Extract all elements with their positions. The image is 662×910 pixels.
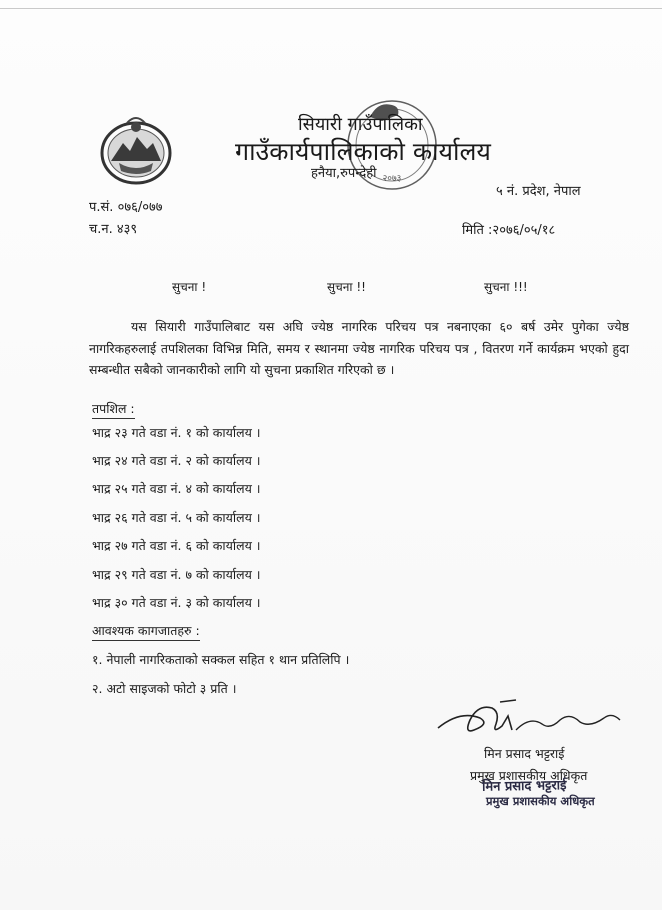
handwritten-signature xyxy=(430,690,630,750)
name-stamp: मिन प्रसाद भट्टराई xyxy=(481,778,567,795)
document-item: १. नेपाली नागरिकताको सक्कल सहित १ थान प्रतिलिपि । xyxy=(92,652,350,667)
nepal-emblem-icon xyxy=(97,115,175,187)
office-location: हनैया,रुपन्देही xyxy=(311,166,377,181)
notice-body xyxy=(89,316,629,381)
municipality-name: सियारी गाउँपालिका xyxy=(298,114,423,135)
signatory-name: मिन प्रसाद भट्टराई xyxy=(484,746,565,761)
signatory-title: प्रमुख प्रशासकीय अधिकृत xyxy=(470,768,588,783)
stamp-year: २०७३ xyxy=(382,174,402,184)
notice-paragraph: यस सियारी गाउँपालिबाट यस अघि ज्येष्ठ नागरिक परिचय पत्र नबनाएका ६० बर्ष उमेर पुगेका ज्येष्ठ नागरिकहरुलाई तपशिलका विभिन्न मिति, समय र स्थानमा ज्येष्ठ नागरिक परिचय पत्र , वितरण गर्ने कार्यक्रम भएको हुदा सम्बन्धीत सबैको जानकारीको लागि यो सुचना प्रकाशित गरिएको छ । xyxy=(89,319,629,377)
dispatch-number: च.न. ४३९ xyxy=(89,222,138,237)
documents-heading: आवश्यक कागजातहरु : xyxy=(92,622,200,641)
schedule-item: भाद्र २६ गते वडा नं. ५ को कार्यालय । xyxy=(92,510,261,525)
schedule-item: भाद्र २५ गते वडा नं. ४ को कार्यालय । xyxy=(92,481,261,496)
notice-heading-1: सुचना ! xyxy=(172,280,207,294)
schedule-item: भाद्र २४ गते वडा नं. २ को कार्यालय । xyxy=(92,453,261,468)
reference-number: प.सं. ०७६/०७७ xyxy=(89,200,163,215)
province-line: ५ नं. प्रदेश, नेपाल xyxy=(496,184,581,199)
schedule-item: भाद्र २३ गते वडा नं. १ को कार्यालय । xyxy=(92,425,261,440)
notice-heading-3: सुचना !!! xyxy=(484,280,528,294)
notice-heading-2: सुचना !! xyxy=(327,280,366,294)
letter-date: मिति :२०७६/०५/१८ xyxy=(462,223,556,238)
office-title: गाउँकार्यपालिकाको कार्यालय xyxy=(235,137,491,166)
scan-top-edge xyxy=(0,8,662,9)
title-stamp: प्रमुख प्रशासकीय अधिकृत xyxy=(486,794,595,808)
schedule-heading: तपशिल : xyxy=(92,400,135,419)
schedule-item: भाद्र २९ गते वडा नं. ७ को कार्यालय । xyxy=(92,567,261,582)
document-item: २. अटो साइजको फोटो ३ प्रति । xyxy=(92,681,237,696)
schedule-item: भाद्र ३० गते वडा नं. ३ को कार्यालय । xyxy=(92,595,261,610)
schedule-item: भाद्र २७ गते वडा नं. ६ को कार्यालय । xyxy=(92,538,261,553)
